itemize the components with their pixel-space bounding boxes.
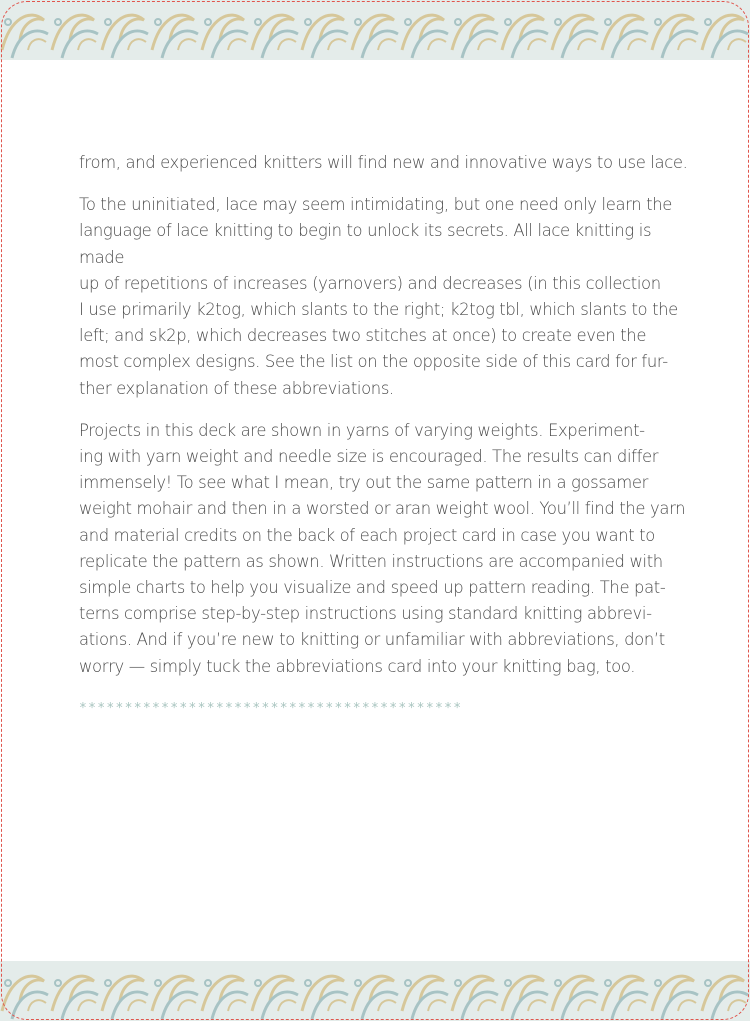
asterisk-divider: ****************************************** bbox=[79, 700, 463, 716]
paragraph-yarn-weights: Projects in this deck are shown in yarns of varying weights. Experiment- ing with yarn weight and needle size is encouraged. The results can differ immensely! To see what I mean, try out the same pattern in a gossamer weight mohair and then in a worsted or aran weight wool. You’ll find the yarn and material credits on the back of each project card in case you want to replicate the pattern as shown. Written instructions are accompanied with simple charts to help you visualize and speed up pattern reading. The pat- terns comprise step-by-step instructions using standard knitting abbrevi- ations. And if you’re new to knitting or unfamiliar with abbreviations, don’t worry — simply tuck the abbreviations card into your knitting bag, too. bbox=[79, 420, 686, 676]
lace-pattern-bottom bbox=[0, 961, 750, 1021]
top-pattern-band bbox=[0, 0, 750, 60]
card-text bbox=[79, 150, 691, 722]
bottom-pattern-band bbox=[0, 961, 750, 1021]
paragraph-intro-end: from, and experienced knitters will find new and innovative ways to use lace. bbox=[79, 153, 688, 172]
paragraph-lace-basics: To the uninitiated, lace may seem intimidating, but one need only learn the language of lace knitting to begin to unlock its secrets. All lace knitting is made up of repetitions of increases (yarnovers) and decreases (in this collection I use primarily k2tog, which slants to the right; k2tog tbl, which slants to the left; and sk2p, which decreases two stitches at once) to create even the most complex designs. See the list on the opposite side of this card for fur- ther explanation of these abbreviations. bbox=[79, 195, 678, 398]
lace-pattern-top bbox=[0, 0, 750, 60]
